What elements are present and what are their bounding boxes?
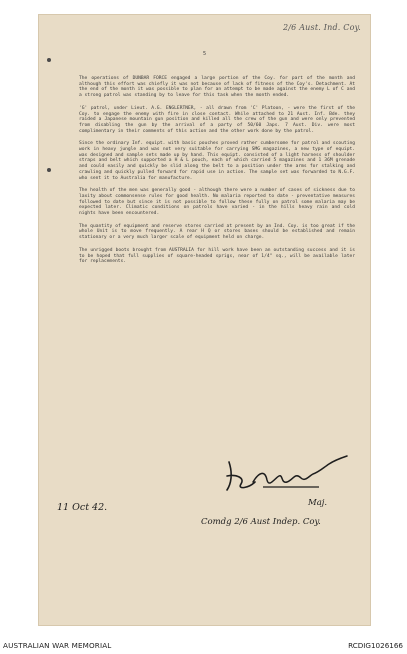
paragraph-health: The health of the men was generally good - although there were a number of cases of sickness due to laxity about commonsense rules for good health. No malaria reported to date - preventative measures followed to date but since it is not possible to follow these fully on patrol some malaria may be expected later. Climatic conditions on patrols have varied - in the hills heavy rain and cold nights have been encountered. [79, 188, 355, 217]
paragraph-dunbar-force: The operations of DUNBAR FORCE engaged a large portion of the Coy. for part of the month and although this effort was chiefly it was not because of lack of fitness of the Coy's. Detachment. At the end of the month it was possible to plan for an attempt to be made against the enemy L of C and a strong patrol was standing by to leave for this task when the month ended. [79, 76, 355, 99]
page-number: 5 [202, 51, 207, 57]
signatory-rank: Maj. [308, 498, 328, 508]
signature-block [38, 454, 371, 544]
archive-footer [0, 639, 407, 653]
handwritten-signature [223, 454, 353, 494]
punch-hole-top [47, 58, 51, 62]
report-body [79, 76, 355, 272]
signature-date: 11 Oct 42. [57, 502, 108, 513]
unit-annotation: 2/6 Aust. Ind. Coy. [282, 23, 361, 32]
archive-name: AUSTRALIAN WAR MEMORIAL [3, 641, 112, 650]
paragraph-boots: The unrigged boots brought from AUSTRALIA for hill work have been an outstanding success and it is to be hoped that full supplies of square-headed sprigs, near of 1/4" sq., will be available later for replacements. [79, 247, 355, 265]
archive-reference: RCDIG1026166 [348, 641, 403, 650]
punch-hole-bottom [47, 168, 51, 172]
paragraph-equipment-design: Since the ordinary Inf. equipt. with basic pouches proved rather cumbersome for patrol and scouting work in heavy jungle and was not very suitable for carrying SMG magazines, a new type of equipt. was designed and sample sets made up by hand. This equipt. consisted of a light harness of shoulder straps and belt which supported a H & L pouch, each of which carried 5 magazines and 1 36M grenade and could easily and quickly be slid along the belt to a position under the arms for stalking and crawling and quickly pulled forward for rapid use in action. The sample set was forwarded to N.G.F. who sent it to Australia for manufacture. [79, 141, 355, 181]
paragraph-stores: The quantity of equipment and reserve stores carried at present by an Ind. Coy. is too great if the whole Unit is to move frequently. A rear H Q or stores bases should be established and remain stationary or a very much larger scale of equipment held on charge. [79, 223, 355, 241]
signatory-command: Comdg 2/6 Aust Indep. Coy. [201, 517, 321, 527]
paragraph-g-patrol: 'G' patrol, under Lieut. A.G. ENGLERTNER, - all drawn from 'C' Platoon, - were the first of the Coy. to engage the enemy with fire in close contact. While attached to 21 Aust. Inf. Bde. they raided a Japanese mountain gun position and killed all the crew of the gun and were only prevented from disabling the gun by the arrival of a party of 50/60 Japs. 7 Aust. Div. were most complimentary in their comments of this action and the other work done by the patrol. [79, 105, 355, 134]
document-page [38, 14, 371, 626]
